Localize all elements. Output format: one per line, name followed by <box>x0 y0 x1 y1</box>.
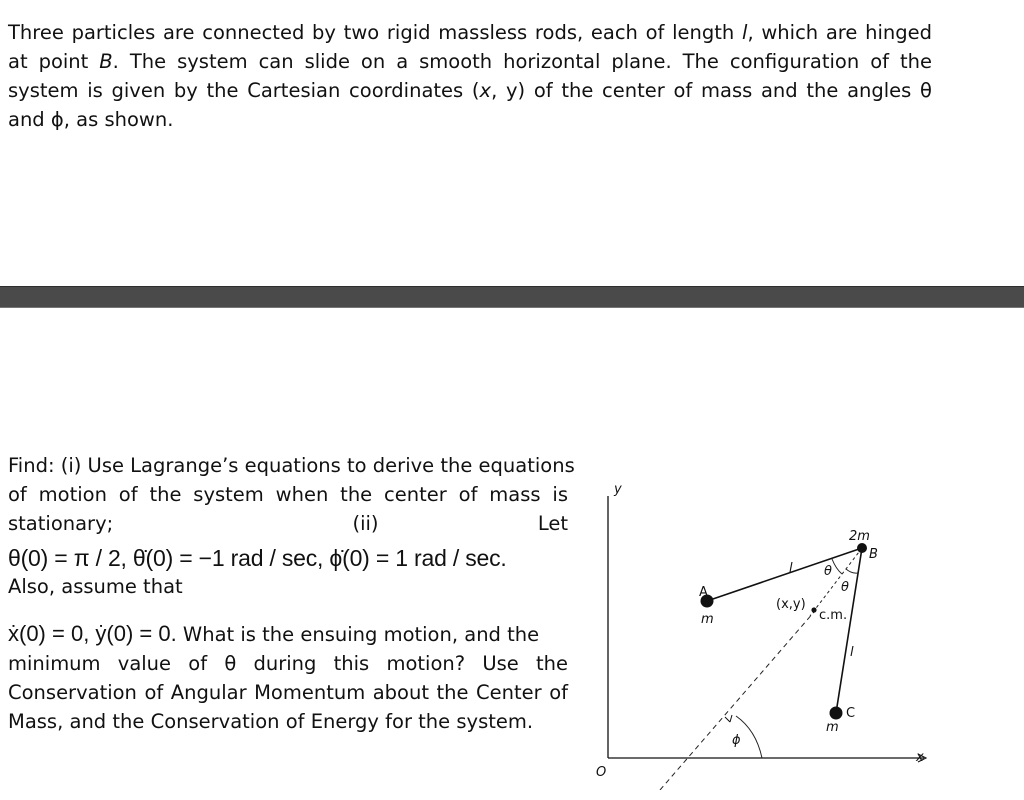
cm-coordinates-label: (x,y) <box>776 597 806 612</box>
section-divider <box>0 286 1024 308</box>
rod-bc <box>836 548 862 713</box>
initial-conditions-equation: θ(0) = π / 2, θ̇(0) = −1 rad / sec, ϕ̇(0) = 1 rad / sec. <box>8 545 507 571</box>
mass-c-label: m <box>826 720 839 735</box>
y-symbol: y <box>505 79 518 102</box>
find-line-2: of motion of the system when the center of mass is <box>8 483 568 506</box>
theta-label-2: θ <box>841 580 849 595</box>
theta-arc-1 <box>832 559 842 574</box>
length-symbol: l <box>742 21 748 44</box>
intro-text-3: . The system can slide on a smooth horizontal plane. The configuration of the system is given by the Cartesian coordinates ( <box>8 50 932 102</box>
find-line-3b: (ii) <box>352 512 379 535</box>
y-axis-label: y <box>614 482 622 497</box>
intro-text-1: Three particles are connected by two rigid massless rods, each of length <box>8 21 743 44</box>
find-line-3c: Let <box>537 512 568 535</box>
cm-label: c.m. <box>819 608 848 623</box>
find-line-6-rest: What is the ensuing motion, and the <box>176 623 540 646</box>
particle-b <box>857 543 867 553</box>
x-axis-label: x <box>916 750 924 765</box>
center-of-mass-dot <box>811 607 816 612</box>
intro-comma: , <box>491 79 506 102</box>
label-b: B <box>869 547 878 562</box>
x-symbol: x <box>479 79 492 102</box>
find-line-3 <box>8 509 568 538</box>
origin-label: O <box>596 765 607 780</box>
find-line-1: Find: (i) Use Lagrange’s equations to derive the equations <box>8 454 575 477</box>
label-a: A <box>699 585 708 600</box>
theta-arc-2 <box>846 569 858 573</box>
mechanism-diagram <box>584 476 1024 790</box>
find-line-6 <box>8 619 568 649</box>
point-symbol: B <box>99 50 113 73</box>
find-line-8: Conservation of Angular Momentum about the Center of <box>8 681 568 704</box>
mass-a-label: m <box>701 612 714 627</box>
find-line-9: Mass, and the Conservation of Energy for the system. <box>8 710 534 733</box>
rod-bc-label: l <box>850 645 854 660</box>
problem-statement <box>8 451 575 736</box>
label-c: C <box>846 706 856 721</box>
mass-b-label: 2m <box>849 529 870 544</box>
bisector-dashed-line <box>810 548 862 616</box>
particle-c <box>830 707 843 720</box>
rod-ab-label: l <box>789 561 793 576</box>
mechanism-figure <box>584 476 1024 790</box>
velocity-conditions-equation: ẋ(0) = 0, ẏ(0) = 0. <box>8 621 177 646</box>
reference-dashed-line <box>660 612 814 790</box>
find-line-7: minimum value of θ during this motion? Use the <box>8 652 568 675</box>
intro-text-4: ) of the center of mass and the angles θ and ϕ, as shown. <box>8 79 932 131</box>
reference-arrow-icon <box>725 715 732 722</box>
intro-text-2: , which are hinged at point <box>8 21 932 73</box>
theta-label-1: θ <box>824 564 832 579</box>
find-line-5: Also, assume that <box>8 575 183 598</box>
rod-ab <box>707 548 862 601</box>
phi-label: ϕ <box>732 733 741 748</box>
find-line-3a: stationary; <box>8 512 114 535</box>
problem-intro <box>8 18 932 134</box>
